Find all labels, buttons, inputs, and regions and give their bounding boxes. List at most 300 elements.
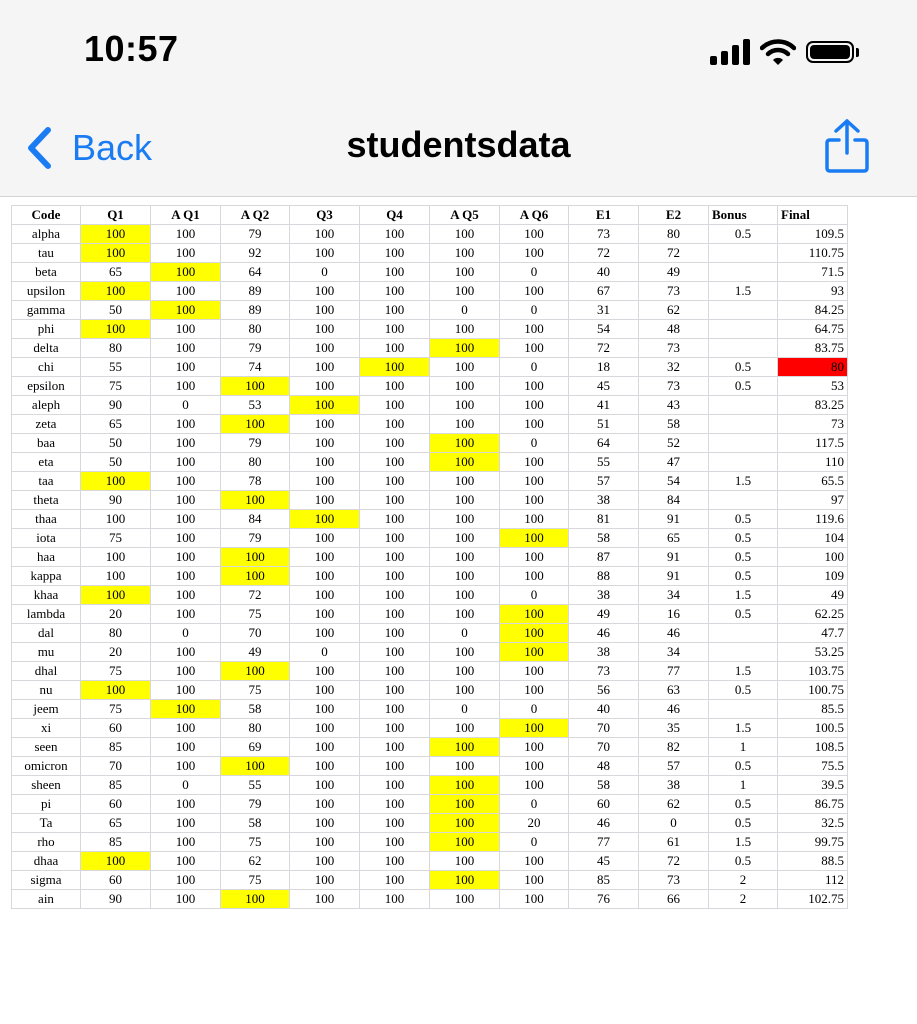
cell-code: lambda [12, 605, 81, 624]
cell-a-q2: 100 [221, 377, 290, 396]
table-row [12, 301, 848, 320]
table-row [12, 529, 848, 548]
cell-a-q1: 100 [151, 605, 221, 624]
cell-bonus: 1.5 [709, 662, 778, 681]
cell-a-q1: 100 [151, 301, 221, 320]
cell-a-q1: 0 [151, 776, 221, 795]
cell-a-q1: 100 [151, 263, 221, 282]
cell-a-q6: 0 [500, 434, 569, 453]
cell-a-q1: 100 [151, 320, 221, 339]
cell-q3: 100 [290, 871, 360, 890]
cell-a-q5: 100 [430, 320, 500, 339]
cell-a-q1: 100 [151, 890, 221, 909]
cell-a-q2: 69 [221, 738, 290, 757]
cell-bonus: 0.5 [709, 377, 778, 396]
cell-q3: 100 [290, 624, 360, 643]
cell-q4: 100 [360, 377, 430, 396]
status-icons [710, 34, 859, 70]
cell-a-q2: 75 [221, 681, 290, 700]
cell-e1: 38 [569, 586, 639, 605]
table-body [12, 225, 848, 909]
cell-e1: 81 [569, 510, 639, 529]
cell-code: upsilon [12, 282, 81, 301]
cell-a-q2: 58 [221, 700, 290, 719]
cell-q3: 100 [290, 377, 360, 396]
cell-a-q6: 0 [500, 263, 569, 282]
cell-bonus [709, 301, 778, 320]
cell-a-q1: 100 [151, 339, 221, 358]
cell-q4: 100 [360, 757, 430, 776]
cell-code: alpha [12, 225, 81, 244]
cell-a-q1: 0 [151, 396, 221, 415]
cell-a-q2: 100 [221, 662, 290, 681]
cell-e2: 16 [639, 605, 709, 624]
cell-final: 110.75 [778, 244, 848, 263]
cell-e1: 49 [569, 605, 639, 624]
cell-q3: 100 [290, 320, 360, 339]
cell-a-q2: 58 [221, 814, 290, 833]
cell-q4: 100 [360, 890, 430, 909]
cell-e2: 72 [639, 244, 709, 263]
cell-a-q5: 100 [430, 263, 500, 282]
cell-q1: 100 [81, 282, 151, 301]
cell-q4: 100 [360, 415, 430, 434]
top-bar [0, 0, 917, 197]
cell-bonus: 0.5 [709, 358, 778, 377]
cell-a-q5: 100 [430, 415, 500, 434]
cell-final: 99.75 [778, 833, 848, 852]
cell-q1: 90 [81, 396, 151, 415]
cell-code: Ta [12, 814, 81, 833]
cell-e1: 38 [569, 643, 639, 662]
cell-bonus [709, 244, 778, 263]
cell-a-q6: 100 [500, 529, 569, 548]
cell-a-q6: 100 [500, 643, 569, 662]
cell-bonus: 0.5 [709, 795, 778, 814]
cell-bonus: 1.5 [709, 586, 778, 605]
cell-q4: 100 [360, 700, 430, 719]
cell-q4: 100 [360, 434, 430, 453]
table-row [12, 852, 848, 871]
cell-e2: 84 [639, 491, 709, 510]
cell-a-q6: 100 [500, 339, 569, 358]
cell-q4: 100 [360, 339, 430, 358]
cell-q3: 100 [290, 776, 360, 795]
table-row [12, 833, 848, 852]
cell-e1: 38 [569, 491, 639, 510]
cell-e1: 72 [569, 339, 639, 358]
cell-bonus [709, 434, 778, 453]
table-row [12, 339, 848, 358]
cell-e2: 82 [639, 738, 709, 757]
cell-bonus [709, 453, 778, 472]
cell-q4: 100 [360, 871, 430, 890]
share-icon[interactable] [822, 118, 872, 174]
cell-final: 108.5 [778, 738, 848, 757]
cell-a-q5: 100 [430, 890, 500, 909]
cell-e2: 54 [639, 472, 709, 491]
cell-q4: 100 [360, 244, 430, 263]
cell-final: 83.75 [778, 339, 848, 358]
cell-q3: 100 [290, 491, 360, 510]
cell-final: 47.7 [778, 624, 848, 643]
cell-a-q1: 100 [151, 662, 221, 681]
cell-final: 49 [778, 586, 848, 605]
cell-a-q5: 100 [430, 453, 500, 472]
cell-e1: 51 [569, 415, 639, 434]
cell-code: aleph [12, 396, 81, 415]
cell-q1: 75 [81, 662, 151, 681]
cell-a-q5: 100 [430, 643, 500, 662]
column-header-a-q5: A Q5 [430, 206, 500, 225]
cell-bonus: 0.5 [709, 852, 778, 871]
cell-final: 93 [778, 282, 848, 301]
table-row [12, 719, 848, 738]
cell-final: 112 [778, 871, 848, 890]
cell-bonus: 0.5 [709, 757, 778, 776]
cell-q1: 80 [81, 624, 151, 643]
table-row [12, 890, 848, 909]
cell-code: mu [12, 643, 81, 662]
cell-a-q2: 100 [221, 890, 290, 909]
table-row [12, 662, 848, 681]
table-row [12, 605, 848, 624]
cell-q4: 100 [360, 358, 430, 377]
table-row [12, 282, 848, 301]
cell-a-q5: 100 [430, 529, 500, 548]
cell-e2: 63 [639, 681, 709, 700]
cell-q1: 20 [81, 605, 151, 624]
cell-bonus: 1.5 [709, 719, 778, 738]
cell-e1: 45 [569, 852, 639, 871]
cell-a-q6: 100 [500, 567, 569, 586]
cell-q1: 65 [81, 415, 151, 434]
cell-final: 71.5 [778, 263, 848, 282]
cell-a-q6: 100 [500, 415, 569, 434]
cell-bonus [709, 396, 778, 415]
cell-a-q2: 78 [221, 472, 290, 491]
cell-final: 84.25 [778, 301, 848, 320]
table-row [12, 681, 848, 700]
cell-q3: 100 [290, 301, 360, 320]
cell-a-q2: 100 [221, 415, 290, 434]
cell-e2: 57 [639, 757, 709, 776]
cell-a-q5: 100 [430, 814, 500, 833]
cell-bonus: 0.5 [709, 548, 778, 567]
students-table [11, 205, 848, 909]
cell-q4: 100 [360, 472, 430, 491]
cell-code: eta [12, 453, 81, 472]
cell-a-q5: 100 [430, 852, 500, 871]
cell-e1: 88 [569, 567, 639, 586]
cell-e1: 58 [569, 776, 639, 795]
cell-a-q5: 100 [430, 719, 500, 738]
cell-code: baa [12, 434, 81, 453]
cell-q3: 100 [290, 738, 360, 757]
table-row [12, 225, 848, 244]
cell-a-q1: 100 [151, 453, 221, 472]
cell-q4: 100 [360, 681, 430, 700]
cell-code: delta [12, 339, 81, 358]
cell-bonus: 2 [709, 871, 778, 890]
cell-a-q5: 100 [430, 472, 500, 491]
cell-q1: 75 [81, 377, 151, 396]
cell-q1: 65 [81, 263, 151, 282]
cell-a-q1: 100 [151, 491, 221, 510]
cell-a-q2: 89 [221, 301, 290, 320]
cell-a-q2: 92 [221, 244, 290, 263]
cell-a-q1: 100 [151, 548, 221, 567]
cell-q3: 100 [290, 434, 360, 453]
cell-a-q1: 100 [151, 358, 221, 377]
table-row [12, 871, 848, 890]
cell-e2: 80 [639, 225, 709, 244]
cell-a-q1: 100 [151, 510, 221, 529]
cell-e1: 77 [569, 833, 639, 852]
cell-bonus: 0.5 [709, 529, 778, 548]
cell-q1: 100 [81, 510, 151, 529]
cell-q4: 100 [360, 320, 430, 339]
cell-code: nu [12, 681, 81, 700]
cell-bonus [709, 700, 778, 719]
cell-a-q5: 100 [430, 377, 500, 396]
cell-a-q2: 74 [221, 358, 290, 377]
column-header-q3: Q3 [290, 206, 360, 225]
cell-q4: 100 [360, 776, 430, 795]
cell-e2: 52 [639, 434, 709, 453]
cell-e1: 48 [569, 757, 639, 776]
cell-a-q5: 100 [430, 662, 500, 681]
cell-a-q2: 64 [221, 263, 290, 282]
cell-q3: 100 [290, 852, 360, 871]
cell-q3: 100 [290, 453, 360, 472]
column-header-a-q1: A Q1 [151, 206, 221, 225]
cell-a-q6: 0 [500, 358, 569, 377]
cell-e2: 62 [639, 301, 709, 320]
cell-e2: 32 [639, 358, 709, 377]
cell-q4: 100 [360, 491, 430, 510]
cell-code: dhal [12, 662, 81, 681]
cellular-signal-icon [710, 39, 750, 65]
cell-final: 53.25 [778, 643, 848, 662]
cell-q1: 60 [81, 871, 151, 890]
cell-a-q6: 100 [500, 852, 569, 871]
cell-q4: 100 [360, 624, 430, 643]
cell-final: 64.75 [778, 320, 848, 339]
cell-a-q6: 100 [500, 453, 569, 472]
cell-q3: 100 [290, 795, 360, 814]
cell-a-q6: 100 [500, 757, 569, 776]
table-row [12, 263, 848, 282]
table-row [12, 396, 848, 415]
cell-e2: 66 [639, 890, 709, 909]
cell-q4: 100 [360, 814, 430, 833]
cell-a-q5: 100 [430, 871, 500, 890]
cell-e1: 46 [569, 814, 639, 833]
cell-bonus: 1 [709, 776, 778, 795]
cell-a-q6: 0 [500, 586, 569, 605]
cell-q3: 100 [290, 814, 360, 833]
table-row [12, 586, 848, 605]
cell-a-q6: 100 [500, 282, 569, 301]
cell-a-q2: 70 [221, 624, 290, 643]
cell-code: jeem [12, 700, 81, 719]
cell-a-q5: 0 [430, 700, 500, 719]
cell-q1: 100 [81, 320, 151, 339]
cell-e2: 34 [639, 643, 709, 662]
cell-q1: 100 [81, 586, 151, 605]
cell-q1: 50 [81, 453, 151, 472]
cell-q4: 100 [360, 852, 430, 871]
cell-a-q6: 100 [500, 491, 569, 510]
cell-a-q1: 100 [151, 244, 221, 263]
cell-a-q6: 0 [500, 833, 569, 852]
cell-q3: 100 [290, 396, 360, 415]
cell-a-q2: 80 [221, 453, 290, 472]
cell-e1: 45 [569, 377, 639, 396]
cell-code: ain [12, 890, 81, 909]
cell-q1: 85 [81, 738, 151, 757]
back-label: Back [72, 127, 153, 168]
cell-q3: 100 [290, 415, 360, 434]
cell-e1: 64 [569, 434, 639, 453]
cell-a-q2: 100 [221, 567, 290, 586]
cell-q3: 100 [290, 225, 360, 244]
table-row [12, 434, 848, 453]
cell-final: 109 [778, 567, 848, 586]
cell-code: tau [12, 244, 81, 263]
cell-a-q5: 100 [430, 434, 500, 453]
table-row [12, 795, 848, 814]
cell-a-q2: 49 [221, 643, 290, 662]
cell-a-q5: 100 [430, 244, 500, 263]
cell-code: epsilon [12, 377, 81, 396]
column-header-code: Code [12, 206, 81, 225]
cell-a-q5: 0 [430, 624, 500, 643]
cell-a-q1: 100 [151, 643, 221, 662]
cell-q3: 100 [290, 681, 360, 700]
cell-q1: 100 [81, 225, 151, 244]
cell-a-q6: 100 [500, 472, 569, 491]
cell-e2: 73 [639, 282, 709, 301]
cell-a-q1: 100 [151, 871, 221, 890]
cell-e2: 91 [639, 510, 709, 529]
cell-q3: 100 [290, 890, 360, 909]
cell-final: 103.75 [778, 662, 848, 681]
cell-a-q5: 100 [430, 795, 500, 814]
cell-a-q2: 80 [221, 719, 290, 738]
cell-final: 88.5 [778, 852, 848, 871]
table-row [12, 320, 848, 339]
cell-e2: 73 [639, 339, 709, 358]
cell-e1: 73 [569, 225, 639, 244]
cell-a-q1: 100 [151, 415, 221, 434]
cell-final: 85.5 [778, 700, 848, 719]
cell-q1: 85 [81, 776, 151, 795]
cell-a-q2: 75 [221, 871, 290, 890]
cell-a-q6: 0 [500, 700, 569, 719]
cell-a-q2: 53 [221, 396, 290, 415]
cell-q4: 100 [360, 453, 430, 472]
cell-q3: 0 [290, 263, 360, 282]
cell-e1: 72 [569, 244, 639, 263]
cell-final: 109.5 [778, 225, 848, 244]
cell-a-q5: 100 [430, 776, 500, 795]
cell-final: 100.5 [778, 719, 848, 738]
cell-bonus: 1 [709, 738, 778, 757]
column-header-e1: E1 [569, 206, 639, 225]
cell-q4: 100 [360, 396, 430, 415]
cell-a-q6: 0 [500, 795, 569, 814]
cell-q3: 100 [290, 282, 360, 301]
cell-a-q2: 89 [221, 282, 290, 301]
cell-a-q6: 0 [500, 301, 569, 320]
cell-q4: 100 [360, 567, 430, 586]
cell-a-q6: 100 [500, 719, 569, 738]
cell-a-q5: 0 [430, 301, 500, 320]
cell-a-q1: 100 [151, 738, 221, 757]
cell-a-q6: 100 [500, 681, 569, 700]
table-row [12, 700, 848, 719]
cell-a-q6: 20 [500, 814, 569, 833]
cell-e1: 58 [569, 529, 639, 548]
cell-q1: 90 [81, 890, 151, 909]
column-header-q1: Q1 [81, 206, 151, 225]
cell-final: 97 [778, 491, 848, 510]
cell-bonus: 0.5 [709, 225, 778, 244]
cell-a-q1: 100 [151, 852, 221, 871]
cell-e2: 61 [639, 833, 709, 852]
cell-bonus: 0.5 [709, 567, 778, 586]
cell-e2: 91 [639, 567, 709, 586]
cell-a-q6: 100 [500, 776, 569, 795]
cell-code: omicron [12, 757, 81, 776]
cell-code: chi [12, 358, 81, 377]
cell-bonus [709, 624, 778, 643]
cell-a-q2: 79 [221, 795, 290, 814]
table-row [12, 776, 848, 795]
cell-final: 110 [778, 453, 848, 472]
cell-a-q6: 100 [500, 662, 569, 681]
cell-e2: 58 [639, 415, 709, 434]
cell-a-q2: 100 [221, 548, 290, 567]
cell-a-q1: 100 [151, 719, 221, 738]
cell-a-q1: 100 [151, 472, 221, 491]
table-row [12, 415, 848, 434]
cell-q1: 100 [81, 567, 151, 586]
cell-code: dal [12, 624, 81, 643]
cell-q3: 100 [290, 757, 360, 776]
cell-e1: 67 [569, 282, 639, 301]
cell-a-q6: 100 [500, 396, 569, 415]
cell-q3: 100 [290, 719, 360, 738]
cell-a-q5: 100 [430, 225, 500, 244]
column-header-a-q2: A Q2 [221, 206, 290, 225]
cell-q1: 70 [81, 757, 151, 776]
cell-q4: 100 [360, 263, 430, 282]
cell-e2: 49 [639, 263, 709, 282]
cell-a-q2: 84 [221, 510, 290, 529]
cell-a-q5: 100 [430, 358, 500, 377]
cell-q4: 100 [360, 225, 430, 244]
cell-bonus [709, 643, 778, 662]
cell-final: 32.5 [778, 814, 848, 833]
table-row [12, 624, 848, 643]
cell-e1: 70 [569, 719, 639, 738]
cell-a-q6: 100 [500, 605, 569, 624]
cell-e2: 77 [639, 662, 709, 681]
cell-code: iota [12, 529, 81, 548]
